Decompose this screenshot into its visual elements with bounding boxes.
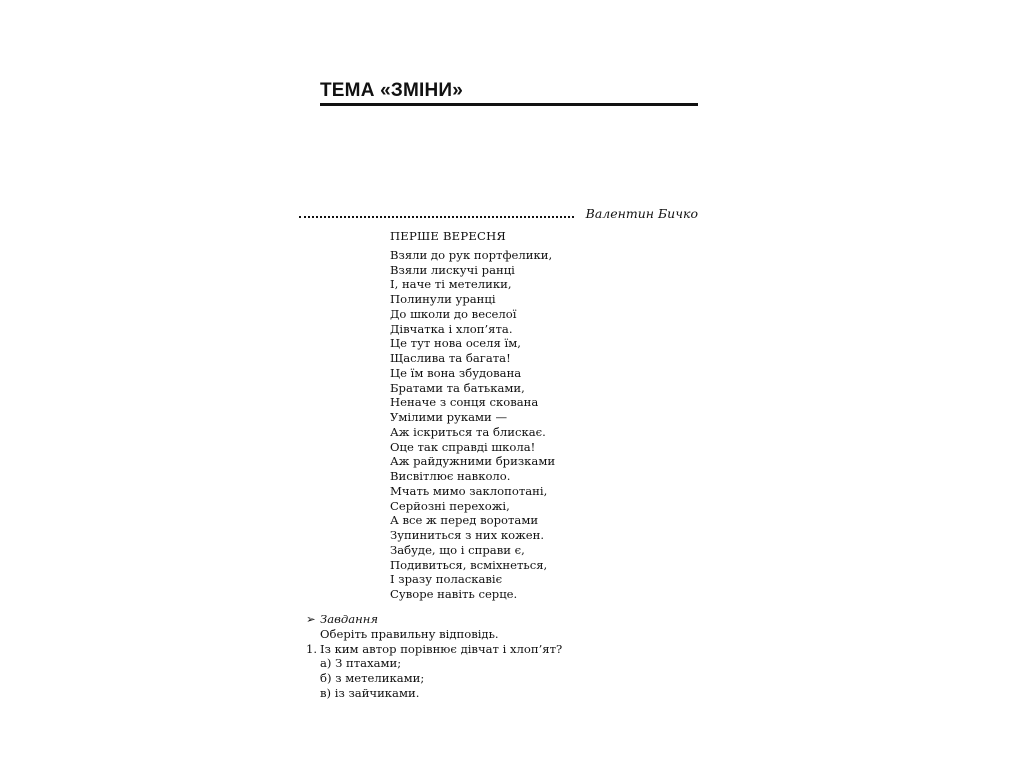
poem-line: Полинули уранці: [390, 292, 496, 306]
task-heading-row: [306, 612, 562, 627]
poem-line: Умілими руками —: [390, 410, 508, 424]
poem-line: Аж райдужними бризками: [390, 454, 556, 469]
poem-line: Подивиться, всміхнеться,: [390, 557, 548, 572]
poem-line: Щаслива та багата!: [390, 351, 511, 365]
poem-line: Взяли до рук портфелики,: [390, 247, 553, 262]
poem-line: Суворе навіть серце.: [390, 587, 518, 601]
poem-line: До школи до веселої: [390, 306, 517, 321]
poem-line: І зразу поласкавіє: [390, 572, 503, 587]
poem-line: Неначе з сонця скована: [390, 395, 539, 410]
poem-title: ПЕРШЕ ВЕРЕСНЯ: [390, 229, 506, 243]
poem-line: Це їм вона збудована: [390, 365, 522, 380]
arrow-bullet-icon: ➢: [306, 612, 316, 626]
dot-leader: [299, 204, 574, 218]
answer-option: в) із зайчиками.: [320, 685, 420, 700]
title-underline: [320, 103, 698, 106]
poem: [390, 229, 555, 602]
task-section: [306, 612, 562, 701]
question-number: 1.: [306, 641, 318, 656]
poem-line: Це тут нова оселя їм,: [390, 336, 521, 351]
question-text: Із ким автор порівнює дівчат і хлоп’ят?: [320, 641, 563, 656]
answer-option: б) з метеликами;: [320, 671, 425, 685]
poem-line: Мчать мимо заклопотані,: [390, 483, 548, 498]
poem-line: Оце так справді школа!: [390, 439, 536, 454]
poem-line: Серйозні перехожі,: [390, 498, 510, 513]
task-instruction: Оберіть правильну відповідь.: [320, 626, 499, 641]
poem-line: Висвітлює навколо.: [390, 469, 511, 483]
poem-line: Аж іскриться та блискає.: [390, 424, 546, 439]
poem-line: Взяли лискучі ранці: [390, 262, 515, 277]
poem-line: Зупиниться з них кожен.: [390, 528, 545, 542]
task-heading: Завдання: [320, 612, 379, 626]
poem-line: Братами та батьками,: [390, 380, 525, 395]
author-line: [299, 204, 698, 221]
page-title: ТЕМА «ЗМІНИ»: [320, 80, 464, 101]
answer-option: а) З птахами;: [320, 656, 402, 671]
poem-line: А все ж перед воротами: [390, 513, 539, 528]
question: [306, 642, 562, 657]
poem-line: Дівчатка і хлоп’ята.: [390, 321, 513, 336]
author-name: Валентин Бичко: [585, 206, 698, 221]
poem-line: І, наче ті метелики,: [390, 277, 512, 292]
poem-line: Забуде, що і справи є,: [390, 542, 525, 557]
